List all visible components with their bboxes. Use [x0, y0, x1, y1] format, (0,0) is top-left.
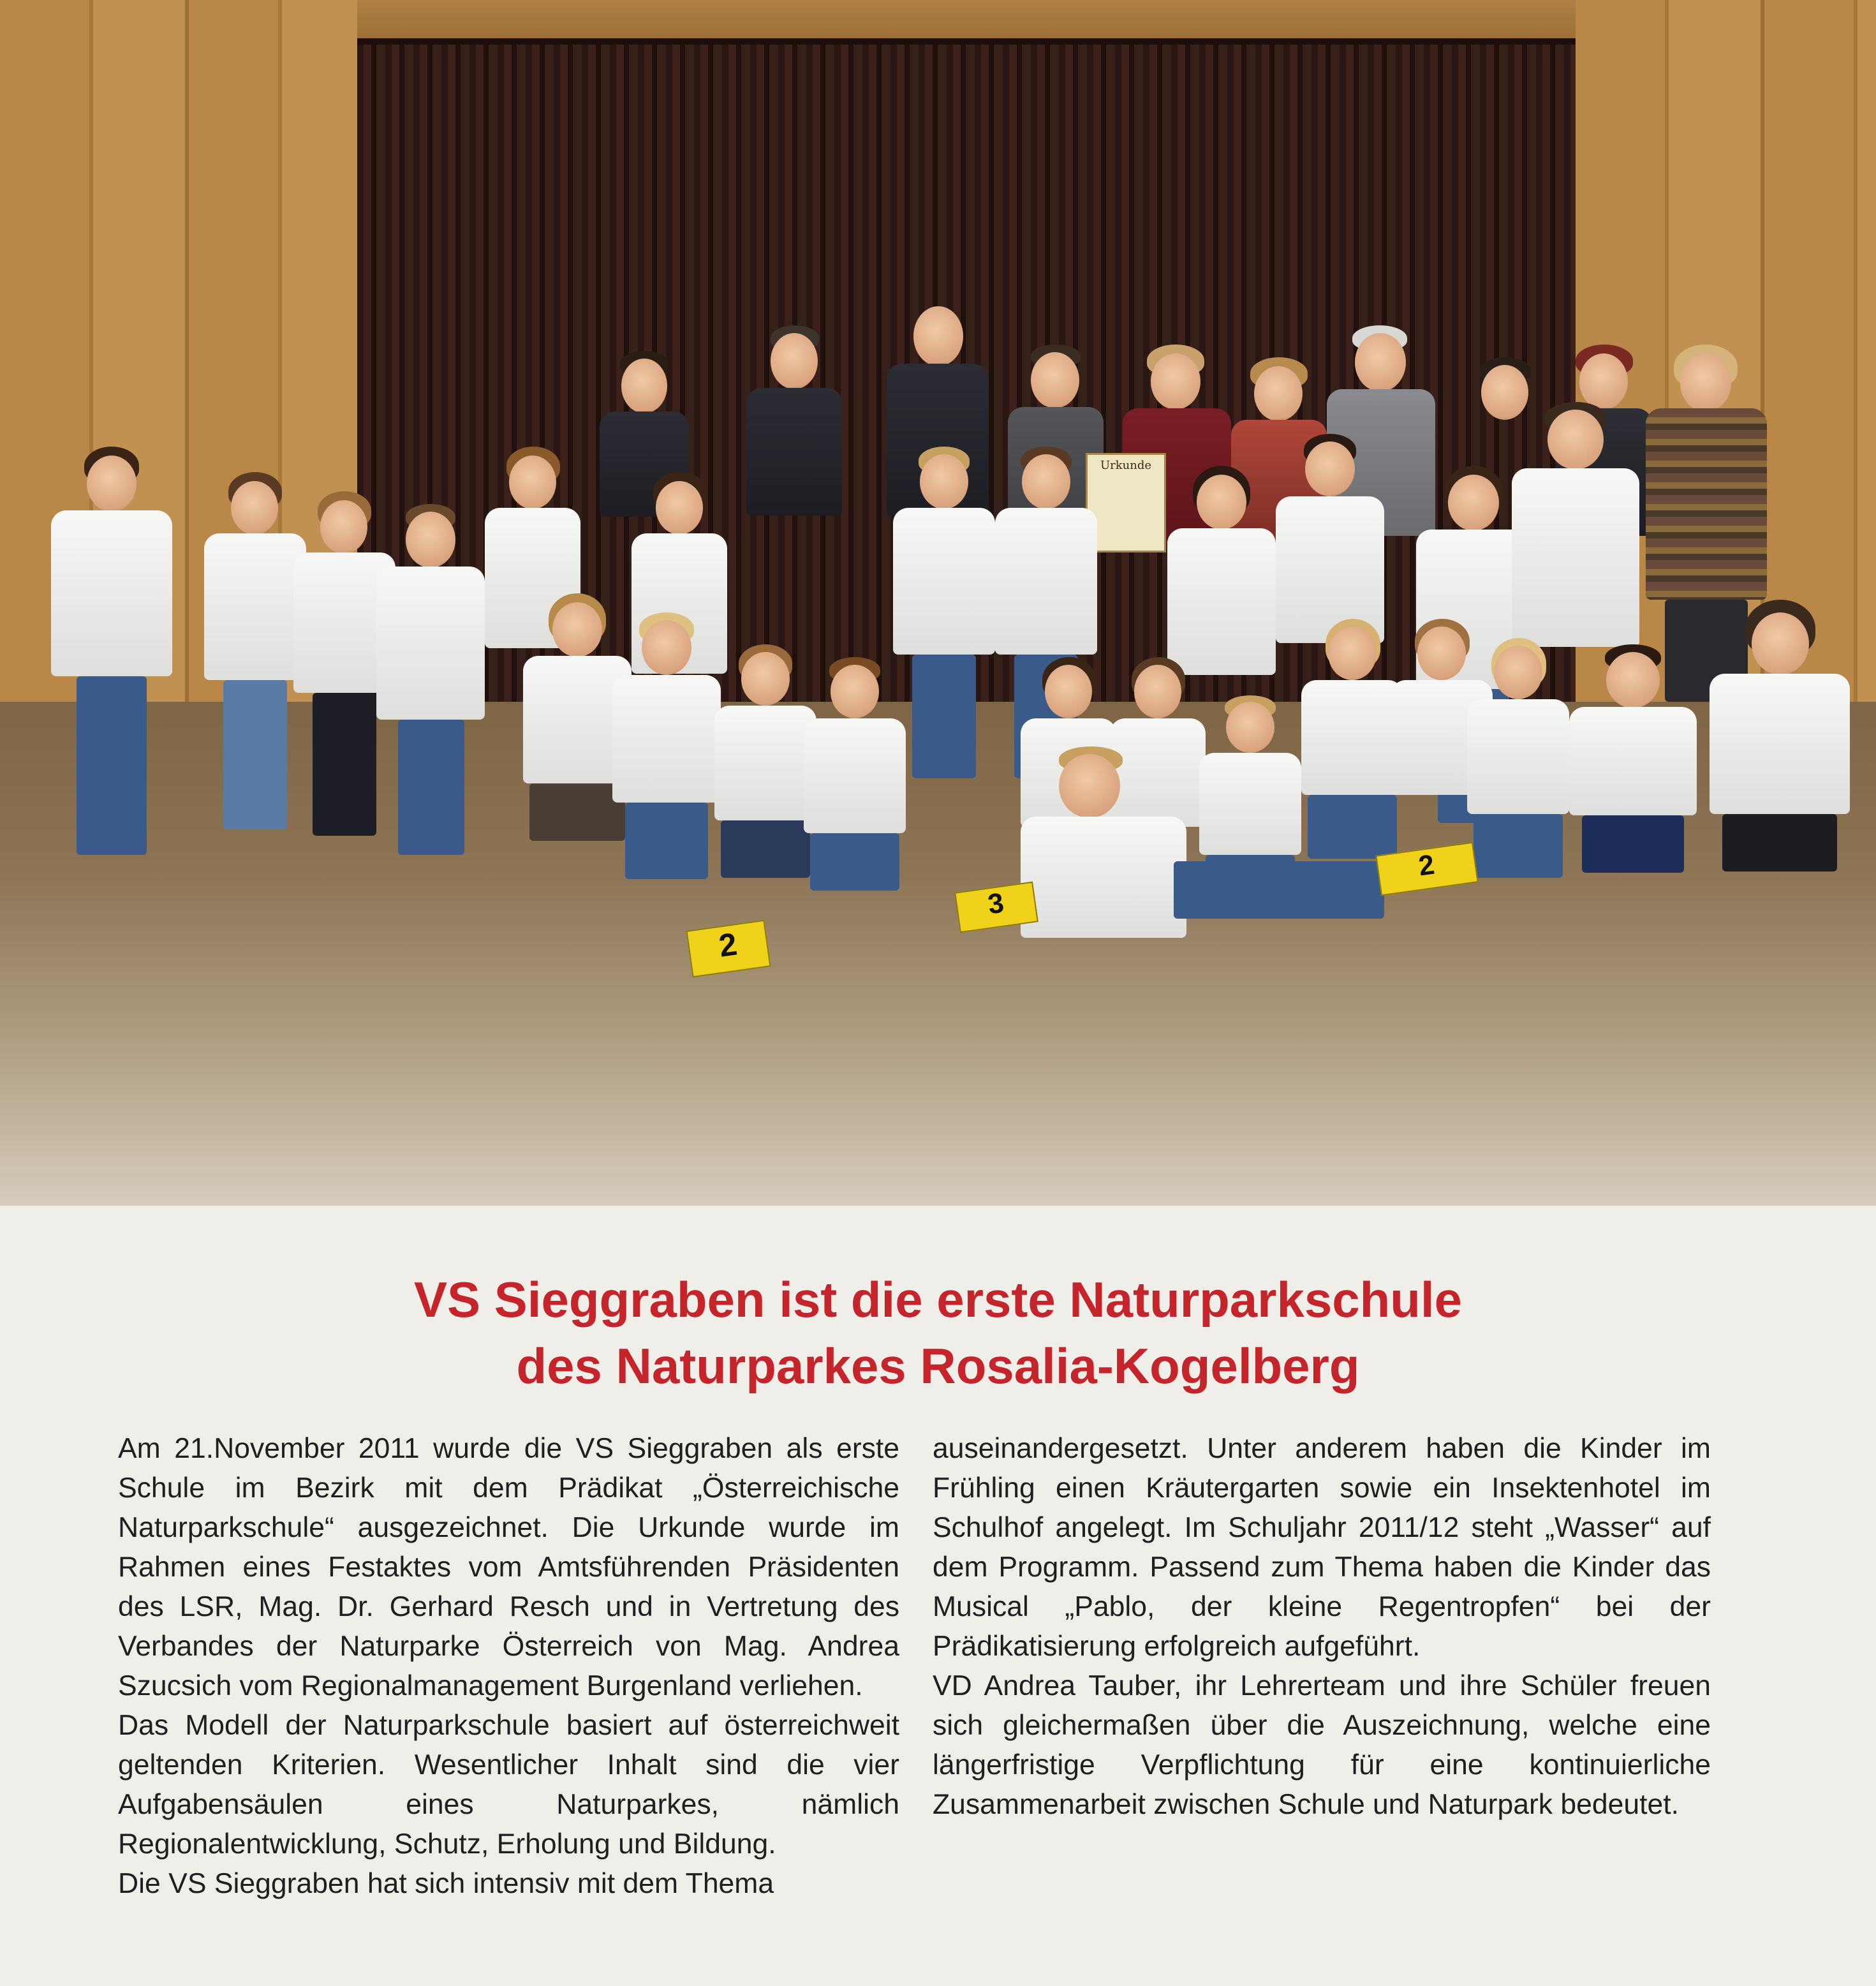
child: [714, 644, 816, 887]
child: [1710, 600, 1850, 874]
headline-line-1: VS Sieggraben ist die erste Naturparkschule: [414, 1271, 1462, 1328]
paragraph: Das Modell der Naturparkschule basiert auf österreichweit geltenden Kriterien. Wesentlicher Inhalt sind die vier Aufgabensäulen eines Naturparkes, nämlich Regionalentwicklung, Schutz, Erholung und Bildung.: [118, 1710, 899, 1860]
child: [1467, 638, 1569, 880]
people-group: [38, 300, 1875, 1002]
article-column-left: [118, 1429, 899, 1904]
certificate-title: Urkunde: [1100, 459, 1152, 472]
child: [1569, 644, 1697, 874]
child: [204, 472, 306, 829]
headline-line-2: des Naturparkes Rosalia-Kogelberg: [516, 1338, 1360, 1394]
child: [51, 447, 172, 855]
adult-person: [746, 325, 842, 517]
child: [804, 657, 906, 893]
floor-marker: 3: [954, 882, 1038, 933]
floor-marker: 2: [686, 920, 771, 978]
paragraph: Am 21.November 2011 wurde die VS Sieggraben als erste Schule im Bezirk mit dem Prädikat „Österreichische Naturparkschule“ ausgezeichnet. Die Urkunde wurde im Rahmen eines Festaktes vom Amtsführenden Präsidenten des LSR, Mag. Dr. Gerhard Resch und in Vertretung des Verbandes der Naturparke Österreich von Mag. Andrea Szucsich vom Regionalmanagement Burgenland verliehen.: [118, 1433, 899, 1701]
article-headline: [0, 1266, 1876, 1399]
paragraph: VD Andrea Tauber, ihr Lehrerteam und ihre Schüler freuen sich gleichermaßen über die Auszeichnung, welche eine längerfristige Verpflichtung für eine kontinuierliche Zusammenarbeit zwischen Schule und Naturpark bedeutet.: [933, 1670, 1711, 1820]
floor-marker: 2: [1375, 842, 1478, 896]
child-lying: [982, 746, 1391, 957]
article-column-right: [933, 1429, 1711, 1825]
child: [612, 612, 721, 887]
child: [893, 447, 995, 778]
paragraph: Die VS Sieggraben hat sich intensiv mit dem Thema: [118, 1868, 774, 1899]
paragraph: auseinandergesetzt. Unter anderem haben die Kinder im Frühling einen Kräutergarten sowie ein Insektenhotel im Schulhof angelegt. Im Schuljahr 2011/12 steht „Wasser“ auf dem Programm. Passend zum Thema haben die Kinder das Musical „Pablo, der kleine Regentropfen“ bei der Prädikatisierung erfolgreich aufgeführt.: [933, 1433, 1711, 1662]
child: [376, 504, 485, 855]
certificate: [1086, 453, 1166, 552]
